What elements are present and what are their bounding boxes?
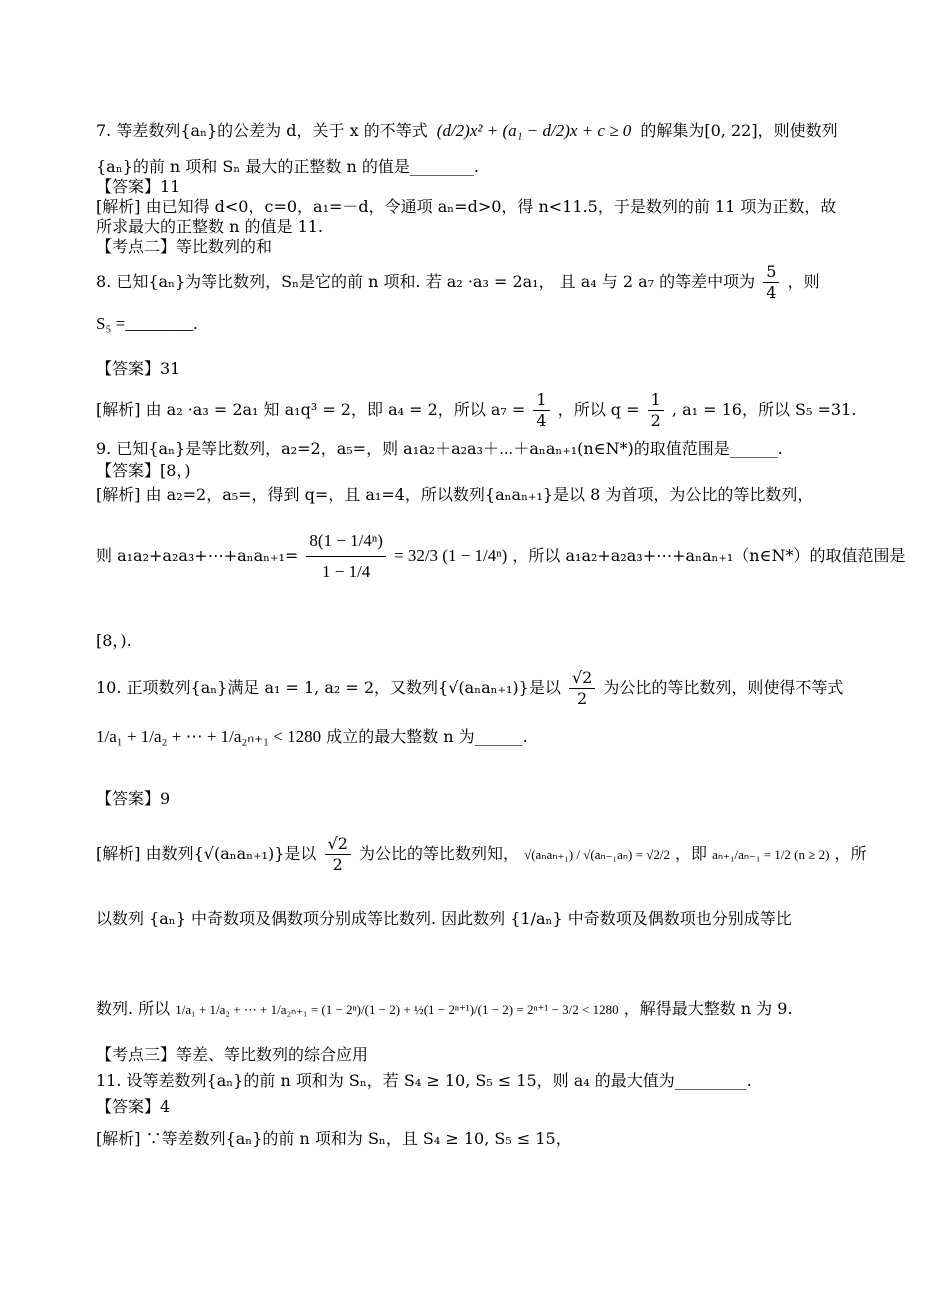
q9-analysis-3: [8，). (96, 631, 132, 650)
q7-analysis-2: 所求最大的正整数 n 的值是 11. (96, 217, 324, 236)
q11-analysis-1: [解析] ∵等差数列{aₙ}的前 n 项和为 Sₙ，且 S₄ ≥ 10, S₅ ≤ 15， (96, 1129, 572, 1148)
q8-line1 (96, 262, 820, 303)
q8-line2: S₅ =________. (96, 314, 198, 333)
q11-answer: 【答案】4 (96, 1097, 171, 1116)
q10-analysis-1: [解析] 由数列{√(aₙaₙ₊₁)}是以 $\frac{√2}{2}$ 为公比的等比数列知， √(aₙaₙ₊₁) / √(aₙ₋₁aₙ) = √2/2 ，即 aₙ₊₁/aₙ₋₁ = 1/2 (n ≥ 2) ，所 (96, 834, 867, 874)
q9-line1: 9. 已知{aₙ}是等比数列，a₂=2，a₅=，则 a₁a₂＋a₂a₃＋⋯＋aₙaₙ₊₁(n∈N*)的取值范围是______. (96, 439, 783, 458)
section-heading-kp3: 【考点三】等差、等比数列的综合应用 (96, 1045, 369, 1064)
q8-answer: 【答案】31 (96, 359, 181, 378)
q8-stem-a: 8. 已知{aₙ}为等比数列，Sₙ是它的前 n 项和. 若 a₂ ·a₃ = 2a₁， 且 a₄ 与 2 a₇ 的等差中项为 (96, 272, 756, 291)
q9-equation: = 32/3 (1 − 1/4ⁿ) (394, 546, 508, 565)
q10-analysis-3: 数列. 所以 1/a₁ + 1/a₂ + ⋯ + 1/a₂ₙ₊₁ = (1 − 2ⁿ)/(1 − 2) + ½(1 − 2ⁿ⁺¹)/(1 − 2) = 2ⁿ⁺¹ − 3/2 < 1280 ，解得最大整数 n 为 9. (96, 999, 793, 1018)
section-heading-kp2: 【考点二】等比数列的和 (96, 237, 273, 256)
q7-formula: (d/2)x² + (a₁ − d/2)x + c ≥ 0 (436, 121, 632, 140)
q7-answer: 【答案】11 (96, 177, 181, 196)
q8-analysis-frac-2: $\frac{1}{2}$ (648, 390, 664, 431)
q9-big-fraction: $\frac{\text{8(1 − 1/4ⁿ)}}{1 - 1/4}$ (306, 526, 386, 587)
q8-analysis-frac-1: $\frac{1}{4}$ (533, 390, 549, 431)
q8-fraction: $\frac{5}{4}$ (763, 262, 779, 303)
q10-sum-formula: 1/a₁ + 1/a₂ + ⋯ + 1/a₂ₙ₊₁ = (1 − 2ⁿ)/(1 − 2) + ½(1 − 2ⁿ⁺¹)/(1 − 2) = 2ⁿ⁺¹ − 3/2 < 1280 (175, 1002, 619, 1017)
q9-answer: 【答案】[8，) (96, 461, 191, 480)
q9-analysis-2: 则 a₁a₂+a₂a₃+⋯+aₙaₙ₊₁= $\frac{\text{8(1 − 1/4ⁿ)}}{1 - 1/4}$ = 32/3 (1 − 1/4ⁿ) ，所以 a₁a₂+a₂a₃+⋯+aₙaₙ₊₁（n∈N*）的取值范围是 (96, 526, 905, 587)
q8-analysis: [解析] 由 a₂ ·a₃ = 2a₁ 知 a₁q³ = 2，即 a₄ = 2，所以 a₇ = $\frac{1}{4}$ ，所以 q = $\frac{1}{2}$ , a₁ = 16，所以 S₅ =31. (96, 390, 857, 430)
q10-line2: 1/a₁ + 1/a₂ + ⋯ + 1/a₂ₙ₊₁ < 1280 成立的最大整数 n 为______. (96, 727, 528, 746)
q10-line1: 10. 正项数列{aₙ}满足 a₁ = 1, a₂ = 2，又数列{√(aₙaₙ₊₁)}是以 $\frac{√2}{2}$ 为公比的等比数列，则使得不等式 (96, 668, 844, 708)
q11-line1: 11. 设等差数列{aₙ}的前 n 项和为 Sₙ，若 S₄ ≥ 10, S₅ ≤ 15，则 a₄ 的最大值为_________. (96, 1071, 752, 1090)
q7-line2: {aₙ}的前 n 项和 Sₙ 最大的正整数 n 的值是________. (96, 157, 479, 176)
q7-analysis-1: [解析] 由已知得 d<0，c=0，a₁=－d，令通项 aₙ=d>0，得 n<11.5，于是数列的前 11 项为正数，故 (96, 197, 837, 216)
q7-stem-a: 7. 等差数列{aₙ}的公差为 d，关于 x 的不等式 (96, 121, 428, 140)
q10-answer: 【答案】9 (96, 789, 171, 808)
q7-stem-b: 的解集为[0, 22]，则使数列 (640, 121, 838, 140)
q10-ratio-fraction: $\frac{√2}{2}$ (569, 668, 595, 709)
q10-analysis-ratio: $\frac{√2}{2}$ (325, 834, 351, 875)
q7-line1 (96, 120, 838, 142)
q8-stem-b: ，则 (787, 272, 820, 291)
q10-inequality: 1/a₁ + 1/a₂ + ⋯ + 1/a₂ₙ₊₁ < 1280 (96, 727, 322, 746)
q10-analysis-2: 以数列 {aₙ} 中奇数项及偶数项分别成等比数列. 因此数列 {1/aₙ} 中奇数项及偶数项也分别成等比 (96, 909, 792, 928)
q9-analysis-1: [解析] 由 a₂=2，a₅=，得到 q=，且 a₁=4，所以数列{aₙaₙ₊₁}是以 8 为首项，为公比的等比数列， (96, 485, 814, 504)
